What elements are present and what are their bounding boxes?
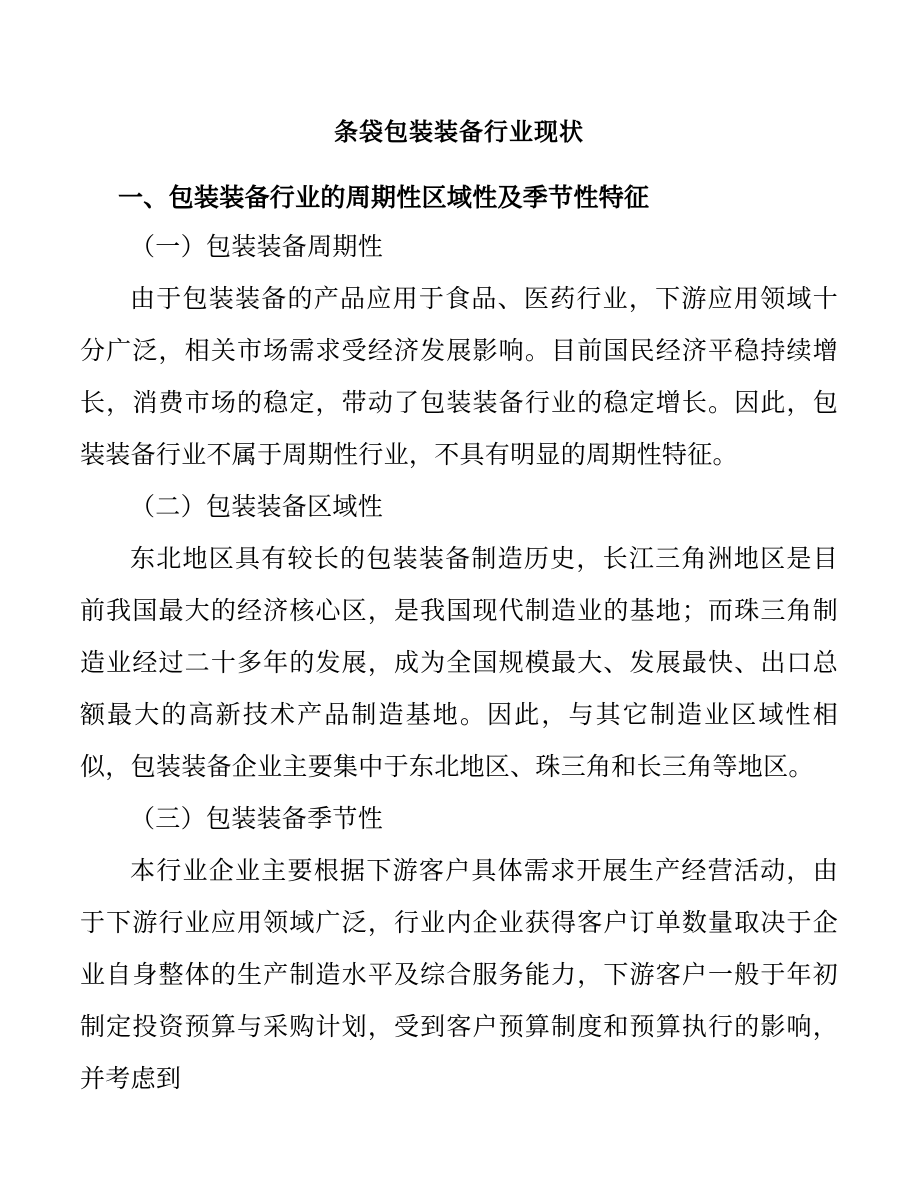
paragraph-periodicity: 由于包装装备的产品应用于食品、医药行业，下游应用领域十分广泛，相关市场需求受经济发展影响。目前国民经济平稳持续增长，消费市场的稳定，带动了包装装备行业的稳定增长。因此，包装装备行业不属于周期性行业，不具有明显的周期性特征。 (80, 284, 838, 469)
paragraph-regionality: 东北地区具有较长的包装装备制造历史，长江三角洲地区是目前我国最大的经济核心区，是我国现代制造业的基地；而珠三角制造业经过二十多年的发展，成为全国规模最大、发展最快、出口总额最大的高新技术产品制造基地。因此，与其它制造业区域性相似，包装装备企业主要集中于东北地区、珠三角和长三角等地区。 (80, 544, 838, 781)
paragraph-seasonality: 本行业企业主要根据下游客户具体需求开展生产经营活动，由于下游行业应用领域广泛，行业内企业获得客户订单数量取决于企业自身整体的生产制造水平及综合服务能力，下游客户一般于年初制定投资预算与采购计划，受到客户预算制度和预算执行的影响，并考虑到 (80, 856, 838, 1093)
subsection-heading-3: （三）包装装备季节性 (130, 804, 384, 833)
subsection-heading-2: （二）包装装备区域性 (130, 492, 384, 521)
section-heading: 一、包装装备行业的周期性区域性及季节性特征 (118, 183, 650, 212)
document-title: 条袋包装装备行业现状 (334, 118, 584, 146)
subsection-heading-1: （一）包装装备周期性 (130, 232, 384, 261)
